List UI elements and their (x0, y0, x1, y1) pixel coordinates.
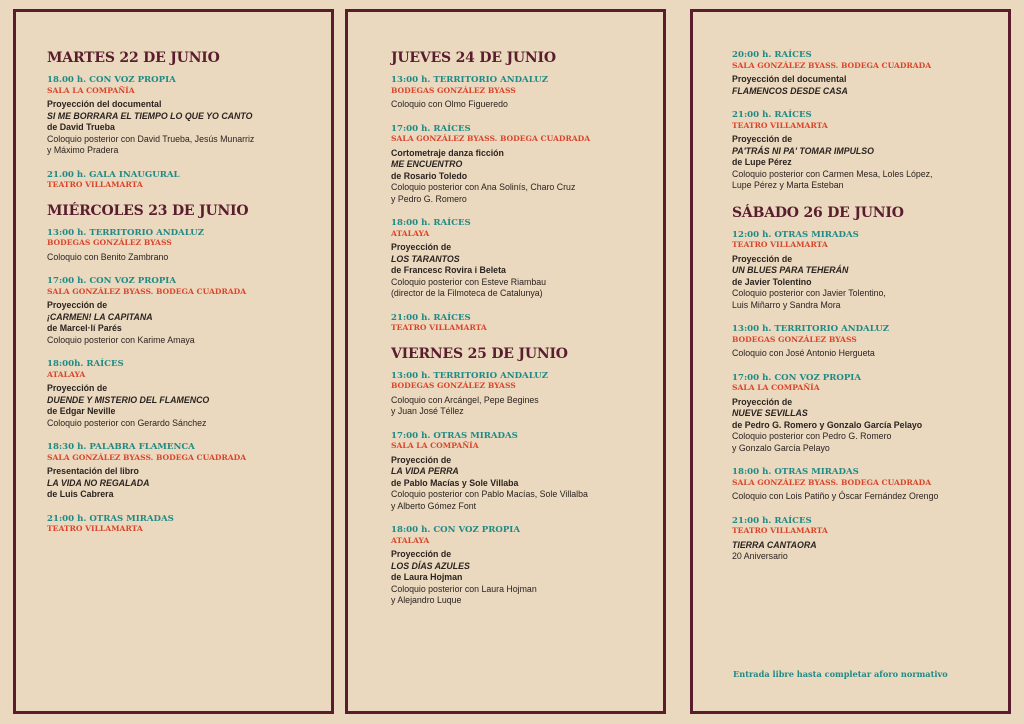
event-detail-line: Coloquio posterior con David Trueba, Jesús Munarriz (47, 133, 255, 144)
event-title: DUENDE Y MISTERIO DEL FLAMENCO (47, 394, 210, 405)
event-detail-line: 20 Aniversario (732, 551, 788, 561)
event-time: 17:00 h. OTRAS MIRADAS (391, 430, 518, 441)
event-heading-line: Proyección de (391, 454, 452, 465)
event-detail-line: y Alberto Gómez Font (391, 500, 477, 511)
event-entry (47, 75, 331, 157)
event-time: 20:00 h. RAÍCES (732, 50, 812, 60)
event-time: 12:00 h. OTRAS MIRADAS (732, 229, 859, 240)
event-venue: BODEGAS GONZÁLEZ BYASS (391, 85, 516, 95)
event-time: 17:00 h. CON VOZ PROPIA (732, 372, 861, 383)
event-venue: ATALAYA (47, 369, 86, 379)
event-entry (47, 442, 331, 501)
event-entry (732, 324, 1008, 360)
event-heading-line: de Francesc Rovira i Beleta (391, 265, 506, 275)
event-entry (47, 276, 331, 346)
event-heading-line: de Luis Cabrera (47, 489, 114, 499)
event-detail-line: Coloquio posterior con Javier Tolentino, (732, 288, 886, 298)
event-venue: TEATRO VILLAMARTA (732, 526, 828, 535)
event-heading-line: de Pablo Macías y Sole Villaba (391, 477, 519, 488)
event-time: 18:30 h. PALABRA FLAMENCA (47, 442, 195, 452)
event-detail-line: Coloquio posterior con Carmen Mesa, Loles López, (732, 168, 933, 179)
event-title: NUEVE SEVILLAS (732, 408, 808, 418)
event-entry (391, 124, 663, 206)
event-time: 13:00 h. TERRITORIO ANDALUZ (391, 370, 549, 381)
event-time: 21:00 h. RAÍCES (732, 110, 812, 120)
event-time: 18:00 h. RAÍCES (391, 218, 471, 228)
event-venue: ATALAYA (391, 228, 430, 238)
event-heading-line: Proyección del documental (47, 99, 162, 109)
event-detail-line: y Pedro G. Romero (391, 193, 467, 204)
event-venue: SALA GONZÁLEZ BYASS. BODEGA CUADRADA (732, 477, 932, 487)
event-entry (732, 50, 1008, 97)
event-heading-line: de Laura Hojman (391, 572, 463, 582)
event-entry (732, 516, 1008, 563)
event-entry (47, 228, 331, 264)
event-venue: SALA GONZÁLEZ BYASS. BODEGA CUADRADA (732, 60, 932, 70)
event-heading-line: Proyección de (47, 383, 108, 393)
event-time: 13:00 h. TERRITORIO ANDALUZ (732, 324, 890, 334)
event-heading-line: Proyección del documental (732, 74, 847, 84)
event-venue: TEATRO VILLAMARTA (732, 240, 828, 249)
event-heading-line: Proyección de (391, 549, 452, 559)
event-venue: SALA GONZÁLEZ BYASS. BODEGA CUADRADA (47, 452, 247, 462)
event-venue: TEATRO VILLAMARTA (391, 323, 487, 332)
event-title: UN BLUES PARA TEHERÁN (732, 265, 849, 275)
day-block (47, 203, 331, 534)
event-heading-line: Proyección de (732, 134, 793, 144)
program-panel-right (690, 9, 1011, 714)
event-title: PA'TRÁS NI PA' TOMAR IMPULSO (732, 145, 875, 156)
event-title: LA VIDA NO REGALADA (47, 477, 150, 488)
event-venue: BODEGAS GONZÁLEZ BYASS (732, 334, 857, 344)
event-detail-line: Coloquio posterior con Gerardo Sánchez (47, 417, 207, 428)
program-panel-center (345, 9, 666, 714)
event-detail-line: (director de la Filmoteca de Catalunya) (391, 288, 543, 298)
event-detail-line: Luis Miñarro y Sandra Mora (732, 299, 841, 310)
event-time: 13:00 h. TERRITORIO ANDALUZ (47, 227, 205, 238)
event-detail-line: Coloquio posterior con Ana Solinís, Charo Cruz (391, 182, 576, 192)
event-time: 21:00 h. RAÍCES (391, 312, 471, 323)
event-title: SI ME BORRARA EL TIEMPO LO QUE YO CANTO (47, 110, 253, 121)
event-venue: ATALAYA (391, 535, 430, 545)
day-heading: JUEVES 24 DE JUNIO (391, 50, 556, 66)
event-detail-line: y Alejandro Luque (391, 595, 462, 605)
program-panel-left (13, 9, 334, 714)
event-venue: BODEGAS GONZÁLEZ BYASS (47, 238, 172, 247)
event-entry (391, 218, 663, 300)
day-heading: MARTES 22 DE JUNIO (47, 50, 220, 66)
event-entry (391, 525, 663, 607)
event-entry (47, 359, 331, 429)
event-heading-line: de Pedro G. Romero y Gonzalo García Pelayo (732, 419, 923, 430)
event-time: 17:00 h. RAÍCES (391, 123, 471, 134)
event-detail-line: Coloquio posterior con Pablo Macías, Sole Villalba (391, 489, 588, 499)
event-heading-line: de David Trueba (47, 122, 115, 132)
event-detail-line: Coloquio posterior con Pedro G. Romero (732, 431, 892, 441)
day-heading: MIÉRCOLES 23 DE JUNIO (47, 202, 249, 219)
event-title: FLAMENCOS DESDE CASA (732, 85, 848, 96)
event-time: 18:00 h. OTRAS MIRADAS (732, 467, 859, 477)
event-detail-line: Coloquio con Olmo Figueredo (391, 99, 508, 109)
event-time: 18:00 h. CON VOZ PROPIA (391, 525, 520, 535)
event-venue: TEATRO VILLAMARTA (47, 180, 143, 189)
event-heading-line: de Rosario Toledo (391, 170, 468, 181)
event-heading-line: de Edgar Neville (47, 406, 116, 416)
event-detail-line: Coloquio posterior con Laura Hojman (391, 583, 537, 594)
event-title: TIERRA CANTAORA (732, 539, 817, 550)
event-entry (732, 373, 1008, 455)
event-time: 17:00 h. CON VOZ PROPIA (47, 276, 176, 286)
event-entry (47, 170, 331, 190)
event-heading-line: de Marcel·lí Parés (47, 323, 122, 333)
day-block (732, 50, 1008, 192)
event-detail-line: Coloquio posterior con Karime Amaya (47, 334, 195, 345)
day-heading: VIERNES 25 DE JUNIO (391, 345, 568, 362)
event-heading-line: Proyección de (47, 300, 108, 310)
event-title: LA VIDA PERRA (391, 466, 459, 476)
event-time: 21.00 h. GALA INAUGURAL (47, 169, 180, 180)
event-detail-line: Coloquio con Benito Zambrano (47, 251, 169, 262)
event-detail-line: Coloquio con José Antonio Hergueta (732, 348, 875, 358)
day-block (47, 50, 331, 190)
event-detail-line: y Juan José Téllez (391, 406, 464, 416)
event-entry (391, 313, 663, 333)
event-time: 18:00h. RAÍCES (47, 359, 124, 369)
event-venue: SALA GONZÁLEZ BYASS. BODEGA CUADRADA (47, 286, 247, 296)
event-time: 21:00 h. RAÍCES (732, 515, 812, 526)
event-heading-line: de Javier Tolentino (732, 276, 812, 287)
event-heading-line: Proyección de (732, 253, 793, 264)
event-entry (391, 75, 663, 111)
event-entry (391, 431, 663, 513)
event-entry (47, 514, 331, 534)
event-time: 21:00 h. OTRAS MIRADAS (47, 513, 174, 524)
event-venue: TEATRO VILLAMARTA (47, 524, 143, 533)
event-heading-line: de Lupe Pérez (732, 157, 792, 167)
event-title: ¡CARMEN! LA CAPITANA (47, 311, 153, 322)
event-heading-line: Cortometraje danza ficción (391, 147, 504, 158)
event-entry (732, 467, 1008, 503)
event-venue: SALA LA COMPAÑÍA (47, 85, 135, 95)
event-venue: SALA GONZÁLEZ BYASS. BODEGA CUADRADA (391, 134, 591, 143)
event-entry (732, 110, 1008, 192)
event-entry (732, 230, 1008, 312)
event-title: LOS DÍAS AZULES (391, 560, 470, 571)
event-entry (391, 371, 663, 418)
event-heading-line: Proyección de (732, 396, 793, 407)
event-detail-line: Coloquio con Lois Patiño y Óscar Fernández Orengo (732, 491, 939, 501)
event-detail-line: y Gonzalo García Pelayo (732, 442, 830, 453)
event-venue: BODEGAS GONZÁLEZ BYASS (391, 381, 516, 390)
day-block (391, 346, 663, 607)
day-heading: SÁBADO 26 DE JUNIO (732, 204, 904, 221)
event-heading-line: Presentación del libro (47, 466, 139, 476)
event-detail-line: Coloquio con Arcángel, Pepe Begines (391, 394, 539, 405)
event-title: LOS TARANTOS (391, 253, 460, 264)
day-block (732, 205, 1008, 563)
day-block (391, 50, 663, 333)
event-heading-line: Proyección de (391, 242, 452, 252)
event-venue: SALA LA COMPAÑÍA (732, 383, 820, 392)
event-time: 18.00 h. CON VOZ PROPIA (47, 75, 176, 85)
event-detail-line: Coloquio posterior con Esteve Riambau (391, 276, 547, 287)
footer-note: Entrada libre hasta completar aforo normativo (733, 669, 948, 679)
event-title: ME ENCUENTRO (391, 159, 463, 169)
event-venue: SALA LA COMPAÑÍA (391, 441, 479, 450)
event-time: 13:00 h. TERRITORIO ANDALUZ (391, 75, 549, 85)
event-detail-line: y Máximo Pradera (47, 145, 119, 155)
event-detail-line: Lupe Pérez y Marta Esteban (732, 180, 844, 190)
event-venue: TEATRO VILLAMARTA (732, 120, 828, 130)
